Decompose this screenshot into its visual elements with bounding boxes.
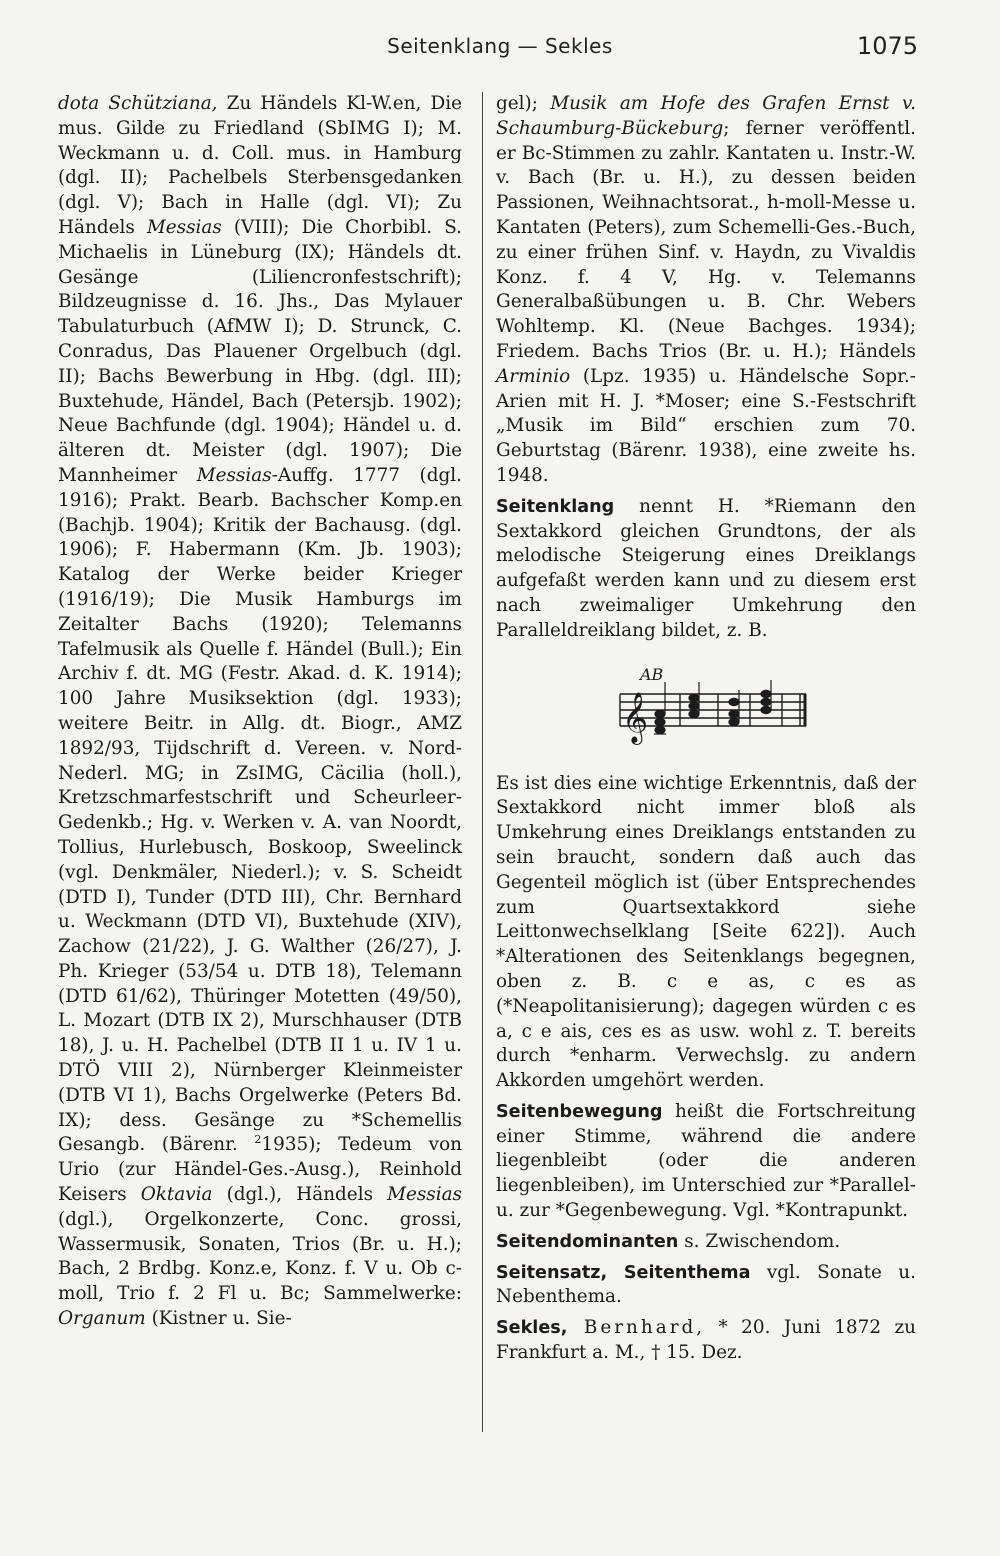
italic-title: Arminio <box>496 365 571 387</box>
entry-text: gel); <box>496 93 551 114</box>
right-column <box>496 92 916 1366</box>
entry-headword: Seitendominanten <box>496 1231 679 1252</box>
example-label: AB <box>640 664 664 684</box>
entry-seitendominanten <box>496 1230 916 1255</box>
entry-text: * 20. Juni 1872 zu Frankfurt a. M., † 15. Dez. <box>496 1317 916 1364</box>
entry-seitenbewegung <box>496 1100 916 1224</box>
column-divider <box>482 92 483 1432</box>
entry-text: (dgl.), Händels <box>212 1184 388 1206</box>
entry-seitenklang-continued <box>496 772 916 1094</box>
entry-text: (Lpz. 1935) u. Händelsche Sopr.-Arien mit H. J. *Moser; eine S.-Festschrift „Musik im Bild“ erschien zum 70. Geburtstag (Bärenr. 1938), eine zweite hs. 1948. <box>496 365 916 486</box>
music-notation-figure <box>614 654 814 764</box>
entry-text: vgl. Sonate u. Nebenthema. <box>496 1261 916 1308</box>
entry-text: (dgl.), Orgelkonzerte, Conc. grossi, Wassermusik, Sonaten, Trios (Br. u. H.); Bach, 2 Brdbg. Konz.e, Konz. f. V u. Ob c-moll, Trio f. 2 Fl u. Bc; Sammelwerke: <box>58 1208 462 1305</box>
entry-headword: Sekles, <box>496 1318 568 1339</box>
edition-superscript: 2 <box>254 1133 262 1147</box>
page-number: 1075 <box>856 32 918 60</box>
left-column <box>58 92 462 1332</box>
entry-text: 1935); Tedeum von Urio (zur Händel-Ges.-Ausg.), Reinhold Keisers <box>58 1134 462 1206</box>
entry-text: (VIII); Die Chorbibl. S. Michaelis in Lüneburg (IX); Händels dt. Gesänge (Liliencronfestschrift); Bildzeugnisse d. 16. Jhs., Das Mylauer Tabulaturbuch (AfMW I); D. Strunck, C. Conradus, Das Plauener Orgelbuch (dgl. II); Bachs Bewerbung in Hbg. (dgl. III); Buxtehude, Händel, Bach (Petersjb. 1902); Neue Bachfunde (dgl. 1904); Händel u. d. älteren dt. Meister (dgl. 1907); Die Mannheimer <box>58 216 462 486</box>
entry-continuation <box>58 92 462 1332</box>
entry-text: s. Zwischendom. <box>678 1230 841 1252</box>
entry-text: -Auffg. 1777 (dgl. 1916); Prakt. Bearb. Bachscher Komp.en (Bachjb. 1904); Kritik der Bachausg. (dgl. 1906); F. Habermann (Km. Jb. 1903); Katalog der Werke beider Krieger (1916/19); Die Musik Hamburgs im Zeitalter Bachs (1920); Telemanns Tafelmusik als Quelle f. Händel (Bull.); Ein Archiv f. dt. MG (Festr. Akad. d. K. 1914); 100 Jahre Musiksektion (dgl. 1933); weitere Beitr. in Allg. dt. Biogr., AMZ 1892/93, Tijdschrift d. Vereen. v. Nord-Nederl. MG; in ZsIMG, Cäcilia (holl.), Kretzschmarfestschrift und Scheurleer-Gedenkb.; Hg. v. Werken v. A. van Noordt, Tollius, Hurlebusch, Boskoop, Sweelinck (vgl. Denkmäler, Niederl.); v. S. Scheidt (DTD I), Tunder (DTD III), Chr. Bernhard u. Weckmann (DTD VI), Buxtehude (XIV), Zachow (21/22), J. G. Walther (26/27), J. Ph. Krieger (53/54 u. DTB 18), Telemann (DTD 61/62), Thüringer Motetten (49/50), L. Mozart (DTB IX 2), Murschhauser (DTB 18), J. u. H. Pachelbel (DTB II 1 u. IV 1 u. DTÖ VIII 2), Nürnberger Kleinmeister (DTB VI 1), Bachs Orgelwerke (Peters Bd. IX); dess. Gesänge zu *Schemellis Gesangb. (Bärenr. <box>58 464 463 1156</box>
entry-text: (Kistner u. Sie- <box>145 1308 292 1330</box>
spaced-first-name: Bernhard, <box>567 1317 706 1339</box>
running-head: Seitenklang — Sekles <box>387 34 613 58</box>
entry-text: Zu Händels Kl-W.en, Die mus. Gilde zu Friedland (SbIMG I); M. Weckmann u. d. Coll. mus. in Hamburg (dgl. II); Pachelbels Sterbensgedanken (dgl. V); Bach in Halle (dgl. VI); Zu Händels <box>58 93 462 238</box>
music-example <box>496 652 916 768</box>
entry-seitenklang <box>496 495 916 644</box>
italic-title: Messias <box>146 216 222 238</box>
italic-title: dota Schütziana, <box>58 93 218 114</box>
entry-text: ; ferner veröffentl. er Bc-Stimmen zu zahlr. Kantaten u. Instr.-W. v. Bach (Br. u. H.), zu dessen beiden Passionen, Weihnachtsorat., h-moll-Messe u. Kantaten (Peters), zum Schemelli-Ges.-Buch, zu einer frühen Sinf. v. Haydn, zu Vivaldis Konz. f. 4 V, Hg. v. Telemanns Generalbaßübungen u. B. Chr. Webers Wohltemp. Kl. (Neue Bachges. 1934); Friedem. Bachs Trios (Br. u. H.); Händels <box>496 117 916 362</box>
entry-headword: Seitenbewegung <box>496 1101 663 1122</box>
entry-text: nennt H. *Riemann den Sextakkord gleichen Grundtons, der als melodische Steigerung eines Dreiklangs aufgefaßt werden kann und zu diesem erst nach zweimaliger Umkehrung den Paralleldreiklang bildet, z. B. <box>496 495 916 641</box>
italic-title: Organum <box>58 1308 146 1330</box>
italic-title: Musik am Hofe des Grafen Ernst v. Schaumburg-Bückeburg <box>496 93 916 139</box>
italic-title: Messias <box>387 1184 462 1206</box>
italic-title: Oktavia <box>140 1184 213 1206</box>
entry-seitensatz <box>496 1261 916 1311</box>
treble-clef-icon: 𝄞 <box>622 691 649 743</box>
italic-title: Messias <box>196 464 272 486</box>
entry-text: Es ist dies eine wichtige Erkenntnis, daß der Sextakkord nicht immer bloß als Umkehrung eines Dreiklangs entstanden zu sein braucht, sondern daß auch das Gegenteil möglich ist (über Entsprechendes zum Quartsextakkord siehe Leittonwechselklang [Seite 622]). Auch *Alterationen des Seitenklangs begegnen, oben z. B. c e as, c es as (*Neapolitanisierung); dagegen würden c es a, c e ais, ces es as usw. wohl z. T. bereits durch *enharm. Verwechslg. zu andern Akkorden umgehört werden. <box>496 772 916 1092</box>
entry-headword: Seitenklang <box>496 496 615 517</box>
entry-text: heißt die Fortschreitung einer Stimme, während die andere liegenbleibt (oder die anderen liegenbleiben), im Unterschied zur *Parallel- u. zur *Gegenbewegung. Vgl. *Kontrapunkt. <box>496 1100 916 1222</box>
entry-headword: Seitensatz, Seitenthema <box>496 1262 751 1283</box>
entry-sekles <box>496 1316 916 1366</box>
entry-continuation <box>496 92 916 489</box>
